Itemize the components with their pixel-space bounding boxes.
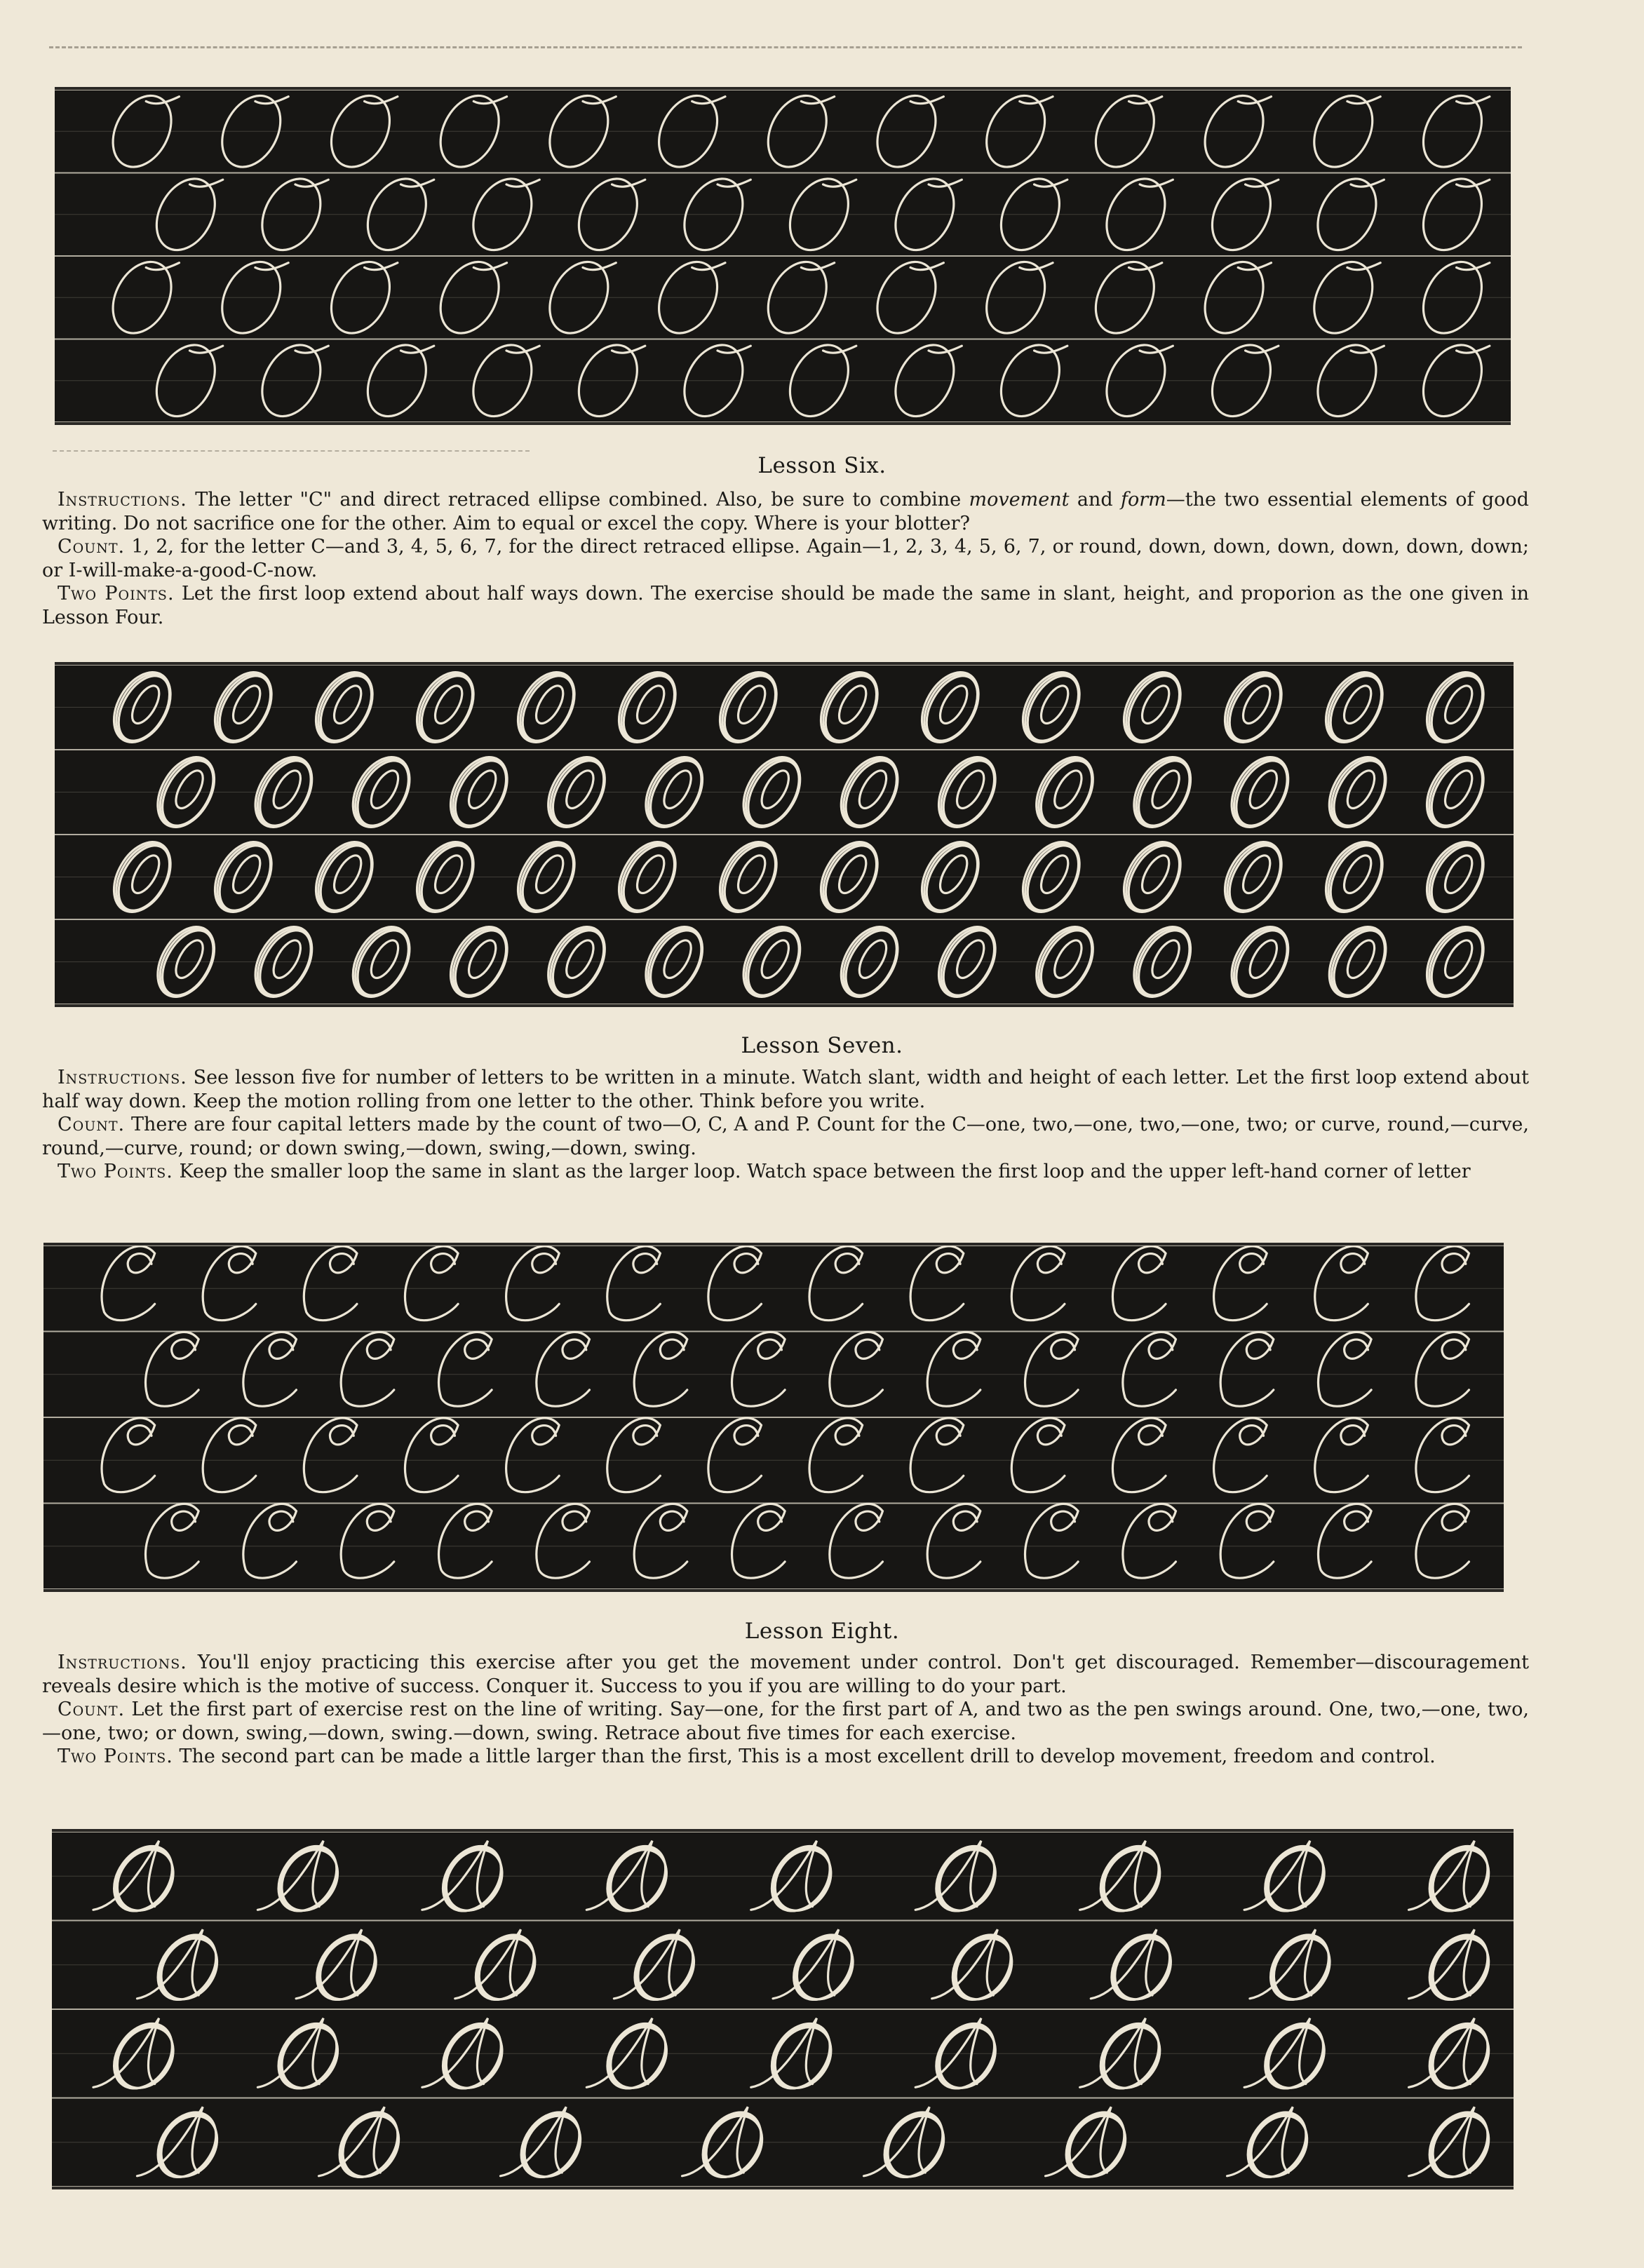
- exercise-glyph: [1046, 2101, 1137, 2187]
- exercise-glyph: [614, 1924, 705, 2011]
- exercise-glyph: [341, 1332, 394, 1406]
- exercise-glyph: [506, 1418, 560, 1492]
- exercise-glyph: [304, 1246, 357, 1321]
- lesson-eight-text: [42, 1651, 1529, 1769]
- plate-lesson-seven-exercise: [43, 1243, 1504, 1592]
- exercise-glyph: [1409, 1924, 1500, 2011]
- exercise-glyph: [1112, 665, 1192, 752]
- exercise-glyph: [1214, 1246, 1267, 1321]
- exercise-glyph: [250, 335, 332, 422]
- exercise-glyph: [634, 1332, 687, 1406]
- exercise-glyph: [673, 335, 754, 422]
- exercise-glyph: [1011, 1418, 1065, 1492]
- exercise-glyph: [1415, 917, 1495, 1004]
- exercise-glyph: [915, 2013, 1006, 2100]
- exercise-glyph: [647, 90, 729, 177]
- exercise-glyph: [915, 1835, 1006, 1922]
- exercise-glyph: [1318, 917, 1398, 1004]
- exercise-glyph: [455, 1924, 546, 2011]
- exercise-glyph: [1416, 1504, 1469, 1578]
- exercise-glyph: [1409, 1835, 1500, 1922]
- exercise-glyph: [708, 665, 788, 752]
- exercise-glyph: [1412, 90, 1493, 177]
- exercise-glyph: [586, 2013, 678, 2100]
- exercise-glyph: [93, 1835, 184, 1922]
- lesson-six-text: [42, 488, 1529, 629]
- exercise-glyph: [732, 917, 812, 1004]
- lesson-six-title: Lesson Six.: [757, 453, 887, 478]
- exercise-glyph: [244, 917, 324, 1004]
- count-label: Count.: [58, 1699, 126, 1720]
- exercise-glyph: [1025, 1504, 1079, 1578]
- exercise-glyph: [102, 1246, 155, 1321]
- exercise-glyph: [1112, 1418, 1166, 1492]
- exercise-glyph: [243, 1504, 297, 1578]
- exercise-glyph: [341, 1504, 394, 1578]
- exercise-glyph: [567, 335, 649, 422]
- exercise-glyph: [1409, 2101, 1500, 2187]
- instructions-label: Instructions.: [58, 1067, 187, 1088]
- exercise-glyph: [405, 665, 485, 752]
- exercise-glyph: [1080, 2013, 1171, 2100]
- exercise-glyph: [1250, 1924, 1341, 2011]
- exercise-glyph: [751, 1835, 842, 1922]
- exercise-glyph: [506, 665, 586, 752]
- exercise-glyph: [927, 1504, 981, 1578]
- exercise-glyph: [732, 1504, 786, 1578]
- exercise-glyph: [1412, 335, 1493, 422]
- exercise-glyph: [537, 1332, 590, 1406]
- exercise-glyph: [1084, 90, 1166, 177]
- exercise-glyph: [296, 1924, 387, 2011]
- exercise-glyph: [203, 1246, 256, 1321]
- instructions-label: Instructions.: [58, 489, 187, 511]
- lesson-seven-text: [42, 1066, 1529, 1184]
- exercise-glyph: [1319, 1332, 1372, 1406]
- exercise-glyph: [864, 2101, 955, 2187]
- lesson-six-instructions: Instructions. The letter "C" and direct retraced ellipse combined. Also, be sure to combine movement and form—the two essential elements of good writing. Do not sacrifice one for the other. Aim to equal or excel the copy. Where is your blotter?: [42, 489, 1529, 534]
- exercise-glyph: [210, 90, 292, 177]
- exercise-glyph: [1011, 1246, 1065, 1321]
- exercise-glyph: [405, 1246, 458, 1321]
- instructions-label: Instructions.: [58, 1652, 187, 1673]
- exercise-glyph: [773, 1924, 864, 2011]
- exercise-glyph: [257, 1835, 349, 1922]
- exercise-glyph: [145, 335, 227, 422]
- exercise-glyph: [356, 335, 438, 422]
- exercise-glyph: [1123, 1504, 1176, 1578]
- exercise-glyph: [1201, 335, 1282, 422]
- exercise-glyph: [439, 1332, 492, 1406]
- exercise-glyph: [1315, 1246, 1368, 1321]
- two-points-label: Two Points.: [58, 1161, 173, 1182]
- exercise-glyph: [439, 917, 519, 1004]
- exercise-glyph: [429, 90, 510, 177]
- exercise-glyph: [461, 335, 543, 422]
- exercise-glyph: [320, 90, 401, 177]
- exercise-glyph: [1319, 1504, 1372, 1578]
- exercise-glyph: [830, 917, 910, 1004]
- lesson-seven-instructions: Instructions. See lesson five for number of letters to be written in a minute. Watch slant, width and height of each letter. Let the first loop extend about half way down. Keep the motion rolling from one letter to the other. Think before you write.: [42, 1067, 1529, 1112]
- exercise-glyph: [932, 1924, 1023, 2011]
- exercise-glyph: [1227, 2101, 1319, 2187]
- lesson-six-count: Count. 1, 2, for the letter C—and 3, 4, 5, 6, 7, for the direct retraced ellipse. Again—1, 2, 3, 4, 5, 6, 7, or round, down, down, down, down, down, down; or I-will-make-a-good-C-now.: [42, 536, 1529, 581]
- exercise-glyph: [586, 1835, 678, 1922]
- exercise-glyph: [439, 1504, 492, 1578]
- exercise-glyph: [137, 2101, 228, 2187]
- exercise-glyph: [1306, 335, 1387, 422]
- exercise-glyph: [634, 917, 714, 1004]
- exercise-glyph: [243, 1332, 297, 1406]
- exercise-glyph: [910, 1246, 964, 1321]
- exercise-glyph: [757, 90, 838, 177]
- exercise-glyph: [1193, 90, 1274, 177]
- exercise-glyph: [809, 665, 889, 752]
- exercise-glyph: [1416, 1418, 1469, 1492]
- exercise-glyph: [830, 1332, 883, 1406]
- exercise-glyph: [1091, 1924, 1182, 2011]
- exercise-glyph: [607, 1246, 661, 1321]
- exercise-glyph: [146, 917, 226, 1004]
- exercise-glyph: [506, 1246, 560, 1321]
- exercise-glyph: [975, 90, 1056, 177]
- exercise-glyph: [304, 665, 384, 752]
- exercise-glyph: [1314, 665, 1394, 752]
- exercise-glyph: [809, 1418, 863, 1492]
- exercise-glyph: [830, 1504, 883, 1578]
- exercise-glyph: [884, 335, 965, 422]
- exercise-glyph: [318, 2101, 410, 2187]
- exercise-glyph: [500, 2101, 591, 2187]
- exercise-glyph: [1220, 917, 1300, 1004]
- exercise-glyph: [146, 1504, 199, 1578]
- exercise-glyph: [1315, 1418, 1368, 1492]
- exercise-glyph: [1415, 665, 1495, 752]
- exercise-glyph: [1123, 1332, 1176, 1406]
- exercise-glyph: [422, 2013, 513, 2100]
- exercise-glyph: [257, 2013, 349, 2100]
- exercise-glyph: [538, 90, 619, 177]
- exercise-glyph: [1409, 2013, 1500, 2100]
- exercise-glyph: [1416, 1332, 1469, 1406]
- two-points-label: Two Points.: [58, 583, 175, 605]
- exercise-glyph: [708, 1246, 762, 1321]
- exercise-glyph: [1080, 1835, 1171, 1922]
- exercise-glyph: [102, 1418, 155, 1492]
- plate-lesson-eight-exercise: [52, 1829, 1514, 2189]
- lesson-eight-count: Count. Let the first part of exercise rest on the line of writing. Say—one, for the first part of A, and two as the pen swings around. One, two,—one, two,—one, two; or down, swing,—down, swing.—down, swing. Retrace about five times for each exercise.: [42, 1699, 1529, 1744]
- exercise-glyph: [607, 1418, 661, 1492]
- exercise-glyph: [607, 665, 687, 752]
- exercise-glyph: [682, 2101, 773, 2187]
- exercise-glyph: [634, 1504, 687, 1578]
- exercise-glyph: [1025, 917, 1105, 1004]
- exercise-glyph: [809, 1246, 863, 1321]
- exercise-glyph: [203, 665, 283, 752]
- lesson-eight-instructions: Instructions. You'll enjoy practicing this exercise after you get the movement under control. Don't get discouraged. Remember—discouragement reveals desire which is the motive of success. Conquer it. Success to you if you are willing to do your part.: [42, 1652, 1529, 1697]
- exercise-glyph: [990, 335, 1071, 422]
- plate-lesson-five-exercise: [55, 87, 1511, 425]
- exercise-glyph: [1220, 1504, 1274, 1578]
- lesson-seven-two-points: Two Points. Keep the smaller loop the same in slant as the larger loop. Watch space between the first loop and the upper left-hand corner of letter: [58, 1161, 1471, 1182]
- exercise-glyph: [1302, 90, 1384, 177]
- exercise-glyph: [910, 1418, 964, 1492]
- exercise-glyph: [1416, 1246, 1469, 1321]
- exercise-glyph: [1025, 1332, 1079, 1406]
- exercise-glyph: [732, 1332, 786, 1406]
- count-label: Count.: [58, 536, 126, 558]
- exercise-glyph: [865, 90, 947, 177]
- exercise-glyph: [146, 1332, 199, 1406]
- exercise-glyph: [1220, 1332, 1274, 1406]
- lesson-seven-title: Lesson Seven.: [741, 1033, 903, 1058]
- exercise-glyph: [1244, 2013, 1335, 2100]
- lesson-seven-count: Count. There are four capital letters made by the count of two—O, C, A and P. Count for the C—one, two,—one, two,—one, two; or curve, round,—curve, round,—curve, round; or down swing,—down, swing,—down, swing.: [42, 1114, 1529, 1159]
- page-top-rule: [49, 46, 1522, 51]
- exercise-glyph: [927, 1332, 981, 1406]
- exercise-glyph: [1214, 1418, 1267, 1492]
- two-points-label: Two Points.: [58, 1746, 173, 1767]
- exercise-glyph: [779, 335, 860, 422]
- exercise-glyph: [304, 1418, 357, 1492]
- count-label: Count.: [58, 1114, 126, 1135]
- lesson-eight-title: Lesson Eight.: [744, 1619, 900, 1644]
- plate-lesson-six-exercise: [55, 662, 1514, 1007]
- exercise-glyph: [93, 2013, 184, 2100]
- exercise-glyph: [751, 2013, 842, 2100]
- exercise-glyph: [537, 917, 616, 1004]
- exercise-glyph: [927, 917, 1007, 1004]
- exercise-glyph: [1122, 917, 1202, 1004]
- exercise-glyph: [203, 1418, 256, 1492]
- exercise-glyph: [405, 1418, 458, 1492]
- exercise-glyph: [422, 1835, 513, 1922]
- exercise-glyph: [1244, 1835, 1335, 1922]
- exercise-glyph: [537, 1504, 590, 1578]
- exercise-glyph: [708, 1418, 762, 1492]
- exercise-glyph: [342, 917, 422, 1004]
- exercise-glyph: [1095, 335, 1176, 422]
- exercise-glyph: [910, 665, 990, 752]
- exercise-glyph: [1112, 1246, 1166, 1321]
- lesson-eight-two-points: Two Points. The second part can be made a little larger than the first, This is a most excellent drill to develop movement, freedom and control.: [58, 1746, 1436, 1767]
- exercise-glyph: [137, 1924, 228, 2011]
- exercise-glyph: [101, 90, 182, 177]
- exercise-glyph: [1213, 665, 1293, 752]
- exercise-glyph: [1011, 665, 1091, 752]
- exercise-glyph: [102, 665, 182, 752]
- lesson-six-two-points: Two Points. Let the first loop extend about half ways down. The exercise should be made the same in slant, height, and proporion as the one given in Lesson Four.: [42, 583, 1530, 628]
